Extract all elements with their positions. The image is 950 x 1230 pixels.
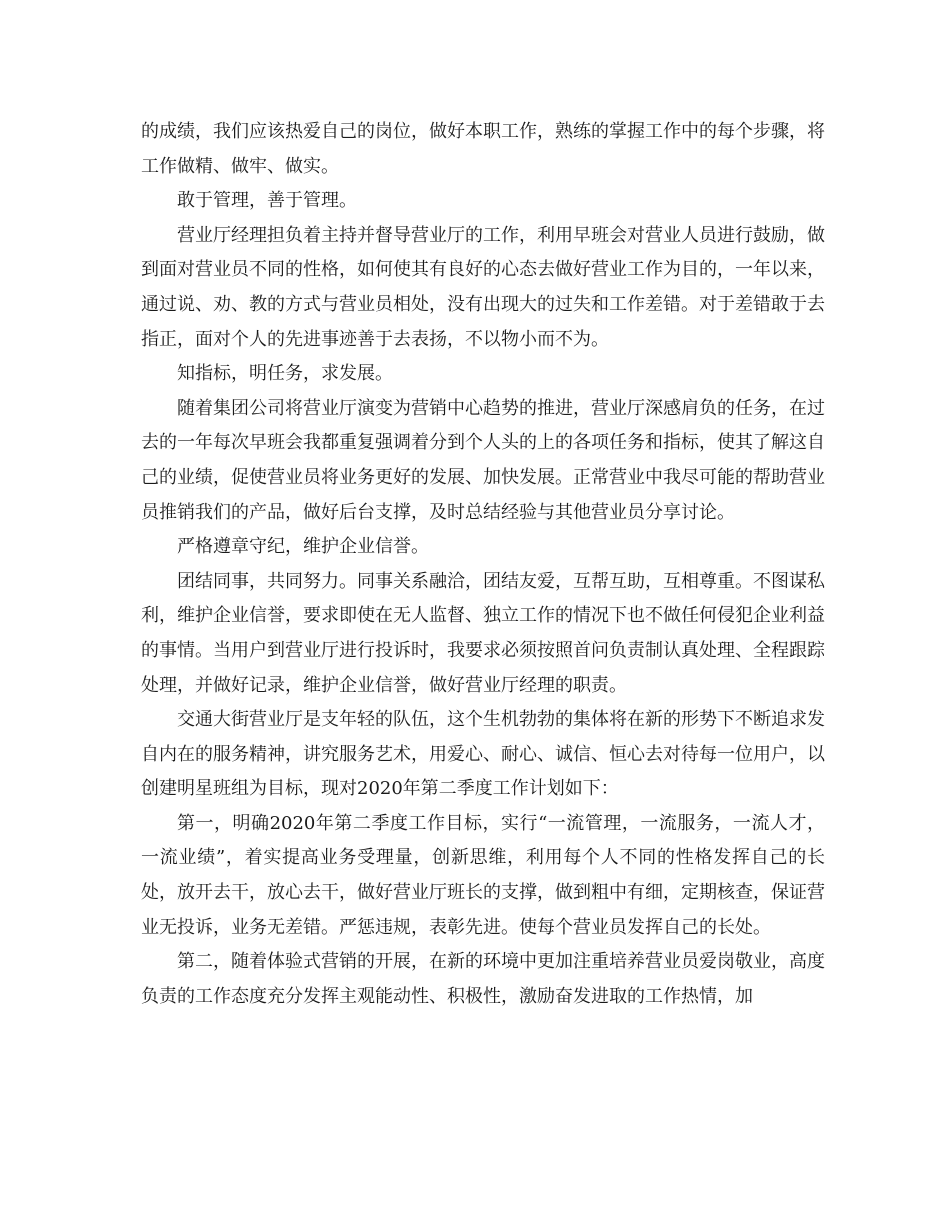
heading-know-targets: 知指标，明任务，求发展。 — [177, 363, 393, 385]
paragraph-6: 第一，明确2020年第二季度工作目标，实行“一流管理，一流服务，一流人才，一流业绩”，着实提高业务受理量，创新思维，利用每个人不同的性格发挥自己的长处，放开去干，放心去干，做好营业厅班长的支撑，做到粗中有细，定期核查，保证营业无投诉，业务无差错。严惩违规，表彰先进。使每个营业员发挥自己的长处。 — [141, 812, 825, 938]
paragraph-1: 的成绩，我们应该热爱自己的岗位，做好本职工作，熟练的掌握工作中的每个步骤，将工作做精、做牢、做实。 — [141, 121, 825, 177]
paragraph-7: 第二，随着体验式营销的开展，在新的环境中更加注重培养营业员爱岗敬业，高度负责的工作态度充分发挥主观能动性、积极性，激励奋发进取的工作热情，加 — [141, 951, 825, 1007]
heading-follow-rules: 严格遵章守纪，维护企业信誉。 — [177, 536, 429, 558]
paragraph-4: 团结同事，共同努力。同事关系融洽，团结友爱，互帮互助，互相尊重。不图谋私利，维护企业信誉，要求即使在无人监督、独立工作的情况下也不做任何侵犯企业利益的事情。当用户到营业厅进行投诉时，我要求必须按照首问负责制认真处理、全程跟踪处理，并做好记录，维护企业信誉，做好营业厅经理的职责。 — [141, 570, 825, 696]
paragraph-5: 交通大街营业厅是支年轻的队伍，这个生机勃勃的集体将在新的形势下不断追求发自内在的服务精神，讲究服务艺术，用爱心、耐心、诚信、恒心去对待每一位用户，以创建明星班组为目标，现对2020年第二季度工作计划如下： — [141, 709, 825, 800]
paragraph-3: 随着集团公司将营业厅演变为营销中心趋势的推进，营业厅深感肩负的任务，在过去的一年每次早班会我都重复强调着分到个人头的上的各项任务和指标，使其了解这自己的业绩，促使营业员将业务更好的发展、加快发展。正常营业中我尽可能的帮助营业员推销我们的产品，做好后台支撑，及时总结经验与其他营业员分享讨论。 — [141, 397, 825, 523]
paragraph-2: 营业厅经理担负着主持并督导营业厅的工作，利用早班会对营业人员进行鼓励，做到面对营业员不同的性格，如何使其有良好的心态去做好营业工作为目的，一年以来，通过说、劝、教的方式与营业员相处，没有出现大的过失和工作差错。对于差错敢于去指正，面对个人的先进事迹善于去表扬，不以物小而不为。 — [141, 224, 825, 350]
document-page — [141, 115, 825, 1014]
heading-dare-to-manage: 敢于管理，善于管理。 — [177, 190, 357, 212]
